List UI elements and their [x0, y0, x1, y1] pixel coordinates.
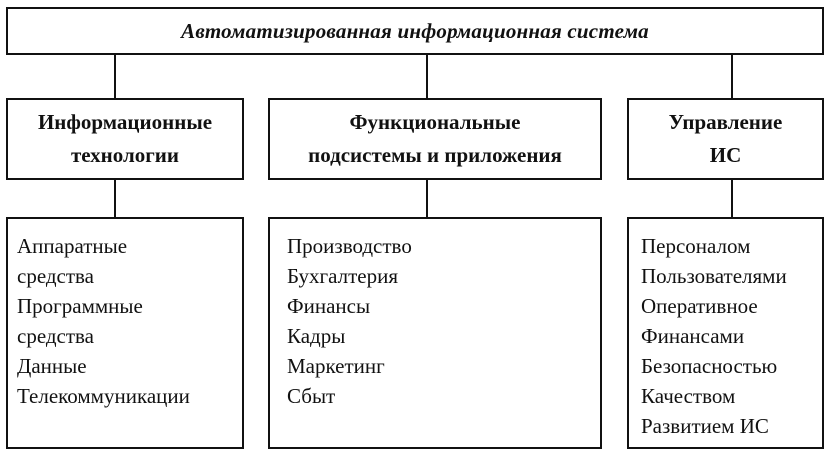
node-header-label: Функциональные подсистемы и приложения [308, 110, 562, 167]
list-item: Кадры [287, 324, 346, 348]
node-information-technologies [6, 98, 244, 180]
connector-root-to-it [114, 55, 116, 98]
node-header-label: Информационные технологии [37, 110, 213, 167]
root-node [6, 7, 824, 55]
list-item: Программные [17, 294, 143, 318]
connector-subsystems-to-list [426, 180, 428, 217]
node-is-management [627, 98, 824, 180]
node-functional-subsystems [268, 98, 602, 180]
list-information-technologies [6, 217, 244, 449]
list-item: Оперативное [641, 294, 758, 318]
list-item: Безопасностью [641, 354, 778, 378]
list-item: Бухгалтерия [287, 264, 399, 288]
root-title: Автоматизированная информационная система [181, 18, 649, 43]
connector-it-to-list [114, 180, 116, 217]
connector-management-to-list [731, 180, 733, 217]
connector-root-to-management [731, 55, 733, 98]
list-item: Финансами [641, 324, 745, 348]
list-item: Маркетинг [287, 354, 385, 378]
list-item: Персоналом [641, 234, 751, 258]
list-is-management [627, 217, 824, 449]
list-item: Сбыт [287, 384, 336, 408]
list-item: Телекоммуникации [17, 384, 190, 408]
list-item: Качеством [641, 384, 736, 408]
list-item: средства [17, 264, 95, 288]
list-item: Развитием ИС [641, 414, 769, 438]
list-item: Финансы [287, 294, 371, 318]
connector-root-to-subsystems [426, 55, 428, 98]
node-header-label: Управление ИС [668, 110, 783, 167]
list-item: Данные [17, 354, 87, 378]
list-item: Производство [287, 234, 412, 258]
list-functional-subsystems [268, 217, 602, 449]
list-item: Пользователями [641, 264, 787, 288]
list-item: Аппаратные [17, 234, 128, 258]
list-item: средства [17, 324, 95, 348]
